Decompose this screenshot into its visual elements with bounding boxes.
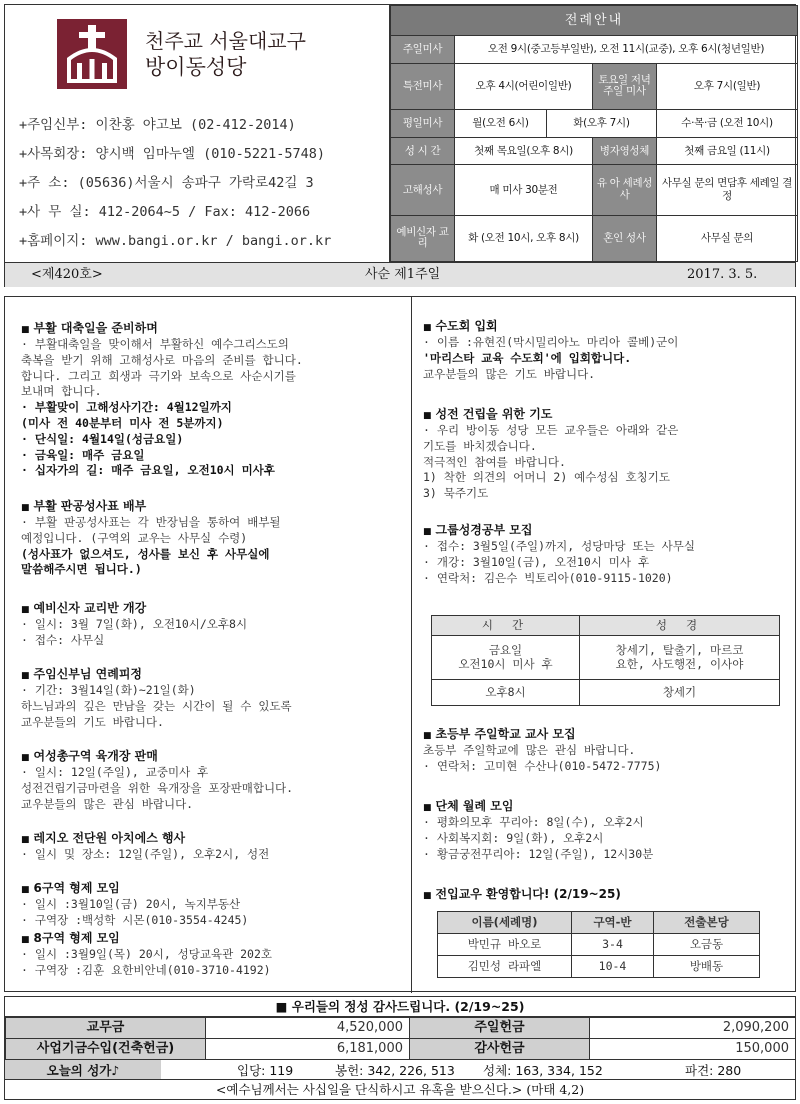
square-bullet-icon: ■ [21,325,30,335]
pastor-line: +주임신부: 이찬홍 야고보 (02-412-2014) [19,117,296,133]
notice-line: · 사회복지회: 9일(화), 오후2시 [423,830,604,845]
square-bullet-icon: ■ [21,671,30,681]
offerings-title-text: 우리들의 정성 감사드립니다. (2/19~25) [291,999,525,1014]
saturday-mass-label: 토요일 저녁 주일 미사 [593,63,657,109]
notice-line: · 구역장 :김훈 요한비안네(010-3710-4192) [21,962,271,977]
notice-title: 부활 대축일을 준비하며 [33,321,158,335]
catechumen-time: 화 (오전 10시, 오후 8시) [455,215,593,261]
table-header: 전출본당 [654,912,760,934]
hymn-entrance: 입당: 119 [237,1063,294,1078]
sunday-mass-label: 주일미사 [391,36,455,64]
notice-line: 교우분들의 많은 관심 바랍니다. [21,796,194,811]
notice-line: 초등부 주일학교에 많은 관심 바랍니다. [423,743,636,757]
notice-title: 성전 건립을 위한 기도 [435,407,553,421]
table-cell: 6,181,000 [206,1039,410,1060]
table-cell: 금요일 오전10시 미사 후 [432,636,580,680]
catechumen-label: 예비신자 교 리 [391,215,455,261]
notice-line: 성전건립기금마련을 위한 육개장을 포장판매합니다. [21,780,294,795]
notice-line: · 접수: 3월5일(주일)까지, 성당마당 또는 사무실 [423,539,695,553]
vigil-mass-label: 특전미사 [391,63,455,109]
table-header: 성 경 [580,616,780,636]
column-divider [411,297,412,993]
notice-catechumen-class [21,601,405,650]
notice-district6-meeting [21,881,405,930]
table-header: 구역-반 [572,912,654,934]
notice-title: 레지오 전단원 아치에스 행사 [33,831,186,845]
infant-baptism-label: 유 아 세례성사 [593,165,657,215]
monday-mass: 월(오전 6시) [455,110,547,138]
notice-sunday-school-teachers [423,727,791,776]
notice-line: 3) 묵주기도 [423,486,489,501]
parish-diocese: 천주교 서울대교구 [145,29,306,53]
table-cell: 4,520,000 [206,1018,410,1039]
notice-line: 하느님과의 깊은 만남을 갖는 시간이 될 수 있도록 [21,698,292,713]
notice-title: 초등부 주일학교 교사 모집 [435,727,576,741]
table-cell: 오후8시 [432,680,580,706]
notice-line: · 접수: 사무실 [21,632,105,647]
square-bullet-icon: ■ [21,835,30,845]
square-bullet-icon: ■ [423,323,432,333]
notice-title: 수도회 입회 [435,319,498,333]
notice-title: 예비신자 교리반 개강 [33,601,147,615]
hymn-communion: 성체: 163, 334, 152 [483,1063,603,1078]
parish-contact-list [19,117,387,262]
notice-line: 적극적인 참여를 바랍니다. [423,454,566,469]
issue-bar [5,262,795,287]
parish-logo-icon [57,19,127,89]
notice-line: 교우분들의 많은 기도 바랍니다. [423,366,596,381]
bulletin-header [4,4,796,287]
notice-title: 6구역 형제 모임 [33,881,120,895]
notice-line: · 구역장 :백성학 시몬(010-3554-4245) [21,912,249,927]
confession-time: 매 미사 30분전 [455,165,593,215]
notice-line: · 부활대축일을 맞이해서 부활하신 예수그리스도의 [21,337,289,351]
notice-line: · 이름 :유현진(막시밀리아노 마리아 콜베)군이 [423,335,679,349]
notice-line: 교우분들의 기도 바랍니다. [21,714,164,729]
notice-new-parishioners [423,887,791,904]
table-row [6,1039,796,1060]
table-cell: 방배동 [654,956,760,978]
hymn-closing: 파견: 280 [685,1063,742,1078]
notice-line: 예정입니다. (구역외 교우는 사무실 수령) [21,530,248,545]
parish-name: 방이동성당 [145,55,247,79]
notice-line: · 일시 :3월9일(목) 20시, 성당교육관 202호 [21,947,273,961]
office-phone-line: +사 무 실: 412-2064~5 / Fax: 412-2066 [19,204,311,220]
square-bullet-icon: ■ [21,935,30,945]
sick-communion-label: 병자영성체 [593,137,657,165]
wed-fri-mass: 수·목·금 (오전 10시) [657,110,798,138]
table-row [438,956,760,978]
notice-line: · 일시: 12일(주일), 교중미사 후 [21,765,209,779]
square-bullet-icon: ■ [21,605,30,615]
saturday-mass-time: 오후 7시(일반) [657,63,798,109]
notice-line: 축복을 받기 위해 고해성사로 마음의 준비를 합니다. [21,352,303,367]
table-cell: 사업기금수입(건축헌금) [6,1039,206,1060]
table-cell: 3-4 [572,934,654,956]
table-cell: 교무금 [6,1018,206,1039]
notice-line: · 부활 판공성사표는 각 반장님을 통하여 배부될 [21,515,281,529]
offerings-title [5,997,795,1017]
notice-line: · 일시 :3월10일(금) 20시, 녹지부동산 [21,897,241,911]
notice-line: · 일시: 3월 7일(화), 오전10시/오후8시 [21,617,248,631]
notice-line: · 연락처: 고미현 수산나(010-5472-7775) [423,758,662,773]
notice-line: 합니다. 그리고 희생과 극기와 보속으로 사순시기를 [21,368,296,383]
square-bullet-icon: ■ [21,753,30,763]
table-header: 이름(세례명) [438,912,572,934]
notice-line: (미사 전 40분부터 미사 전 5분까지) [21,415,224,430]
sunday-mass-times: 오전 9시(중고등부일반), 오전 11시(교중), 오후 6시(청년일반) [455,36,798,64]
table-row [6,1018,796,1039]
square-bullet-icon: ■ [423,803,432,813]
notice-line: · 일시 및 장소: 12일(주일), 오후2시, 성전 [21,847,270,861]
table-cell: 150,000 [590,1039,796,1060]
hymn-offertory: 봉헌: 342, 226, 513 [335,1063,455,1078]
table-row [438,934,760,956]
notice-title: 부활 판공성사표 배부 [33,499,147,513]
hymn-stats-row [5,1059,795,1079]
notice-title: 단체 월례 모임 [435,799,514,813]
notice-line: · 평화의모후 꾸리아: 8일(수), 오후2시 [423,815,644,829]
parish-info-panel [5,5,387,260]
holy-hour-time: 첫째 목요일(오후 8시) [455,137,593,165]
table-cell: 감사헌금 [410,1039,590,1060]
notices-panel [4,296,796,992]
issue-number: <제420호> [31,267,103,282]
table-cell: 2,090,200 [590,1018,796,1039]
infant-baptism-info: 사무실 문의 면담후 세례일 결정 [657,165,798,215]
offerings-table [5,1017,796,1060]
notice-line: · 금육일: 매주 금요일 [21,447,145,462]
notice-easter-confession-card [21,499,405,579]
table-cell: 주일헌금 [410,1018,590,1039]
confession-label: 고해성사 [391,165,455,215]
square-bullet-icon: ■ [423,527,432,537]
notice-monthly-meetings [423,799,791,863]
notice-line: 말씀해주시면 됩니다.) [21,562,142,577]
sick-communion-time: 첫째 금요일 (11시) [657,137,798,165]
tuesday-mass: 화(오후 7시) [547,110,657,138]
notice-line: · 기간: 3월14일(화)~21일(화) [21,683,196,697]
notice-line: · 부활맞이 고해성사기간: 4월12일까지 [21,400,232,415]
notice-district8-meeting [21,931,405,980]
new-parishioners-table [437,911,760,978]
square-bullet-icon: ■ [423,411,432,421]
table-cell: 박민규 바오로 [438,934,572,956]
notice-pastor-retreat [21,667,405,731]
notice-line: (성사표가 없으셔도, 성사를 보신 후 사무실에 [21,546,270,561]
notice-line: · 단식일: 4월14일(성금요일) [21,431,184,446]
address-line: +주 소: (05636)서울시 송파구 가락로42길 3 [19,175,314,191]
offerings-panel [4,996,796,1100]
vigil-mass-time: 오후 4시(어린이일반) [455,63,593,109]
gospel-quote: <예수님께서는 사십일을 단식하시고 유혹을 받으신다.> (마태 4,2) [5,1079,795,1100]
issue-date: 2017. 3. 5. [687,267,758,282]
wedding-label: 혼인 성사 [593,215,657,261]
notice-easter-prep [21,321,405,480]
notice-line: '마리스타 교육 수도회'에 입회합니다. [423,350,632,365]
square-bullet-icon: ■ [423,731,432,741]
table-cell: 김민성 라파엘 [438,956,572,978]
table-header: 시 간 [432,616,580,636]
wedding-info: 사무실 문의 [657,215,798,261]
table-cell: 창세기, 탈출기, 마르코 요한, 사도행전, 이사야 [580,636,780,680]
notice-church-building-prayer [423,407,791,503]
notice-title: 전입교우 환영합니다! (2/19~25) [435,887,621,901]
square-bullet-icon: ■ [275,999,292,1014]
notice-bible-study [423,523,791,587]
notice-legio-acies [21,831,405,864]
homepage-line: +홈페이지: www.bangi.or.kr / bangi.or.kr [19,233,332,249]
notice-line: 기도를 바치겠습니다. [423,438,537,453]
notice-line: · 개강: 3월10일(금), 오전10시 미사 후 [423,554,650,569]
notice-line: · 황금궁전꾸리아: 12일(주일), 12시30분 [423,846,654,861]
notice-title: 그룹성경공부 모집 [435,523,533,537]
liturgy-schedule [389,5,796,262]
liturgy-title: 전례안내 [391,6,798,36]
table-cell: 창세기 [580,680,780,706]
notice-title: 여성총구역 육개장 판매 [33,749,158,763]
notice-line: · 십자가의 길: 매주 금요일, 오전10시 미사후 [21,463,275,478]
notice-yukgaejang-sale [21,749,405,813]
table-cell: 10-4 [572,956,654,978]
square-bullet-icon: ■ [21,885,30,895]
notice-line: · 연락처: 김은수 빅토리아(010-9115-1020) [423,570,673,585]
council-president-line: +사목회장: 양시백 임마누엘 (010-5221-5748) [19,146,326,162]
notice-line: 보내며 합니다. [21,384,102,399]
holy-hour-label: 성 시 간 [391,137,455,165]
notice-line: · 우리 방이동 성당 모든 교우들은 아래와 같은 [423,423,679,437]
table-cell: 오금동 [654,934,760,956]
notice-line: 1) 착한 의견의 어머니 2) 예수성심 호칭기도 [423,470,670,485]
hymn-label: 오늘의 성가♪ [5,1060,161,1080]
square-bullet-icon: ■ [423,891,432,901]
notice-title: 주임신부님 연례피정 [33,667,143,681]
notice-title: 8구역 형제 모임 [33,931,120,945]
liturgical-season: 사순 제1주일 [365,267,441,282]
notice-religious-entry [423,319,791,383]
square-bullet-icon: ■ [21,503,30,513]
weekday-mass-label: 평일미사 [391,110,455,138]
bible-study-table [431,615,780,706]
